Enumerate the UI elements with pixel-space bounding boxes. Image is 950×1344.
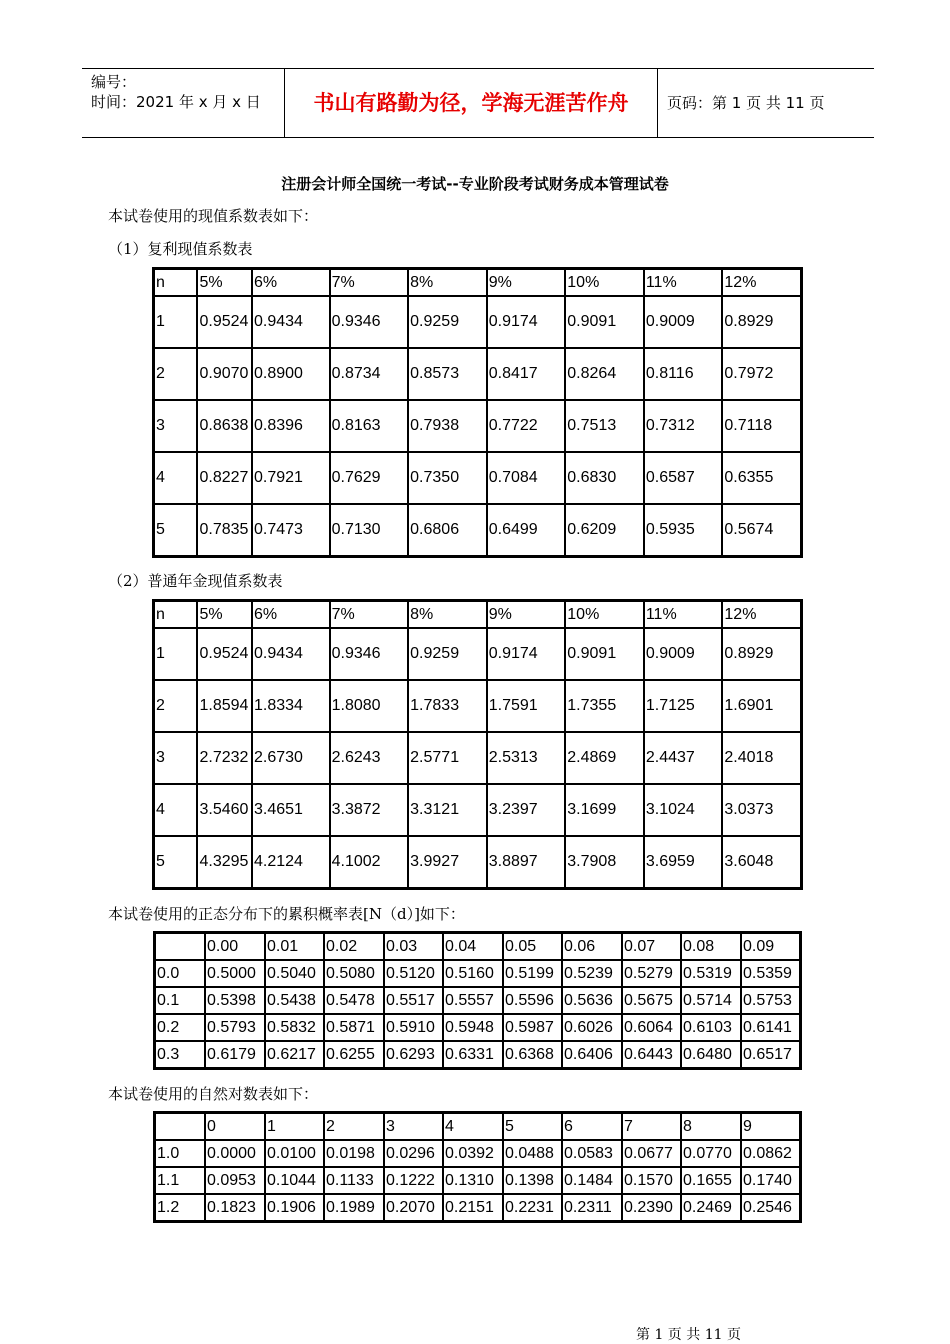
table-header-cell: 0.08 [681,933,741,960]
table-cell: 0.1044 [265,1167,324,1194]
table-cell: 0.0000 [205,1140,265,1167]
table-cell: 0.5910 [384,1014,443,1041]
table-cell: 0.2151 [443,1194,503,1221]
table-cell: 0.5948 [443,1014,503,1041]
table-header-cell: 0.09 [741,933,800,960]
table-header-cell: 5 [503,1113,562,1140]
table-header-cell: 8 [681,1113,741,1140]
table-cell: 0.6443 [622,1041,681,1068]
table-cell: 0.7084 [487,452,566,504]
table-cell: 1.0 [155,1140,205,1167]
table-cell: 0.7835 [197,504,252,556]
table-cell: 0.7921 [252,452,330,504]
table-cell: 0.6141 [741,1014,800,1041]
table-cell: 0.6406 [562,1041,622,1068]
table-header-cell: 7 [622,1113,681,1140]
table-row [154,628,801,680]
table-cell: 1.7591 [487,680,566,732]
table-cell: 0.3 [155,1041,205,1068]
table-row [155,1014,800,1041]
table-header-cell: 0.03 [384,933,443,960]
table-row [154,680,801,732]
table-cell: 2.5313 [487,732,566,784]
table-cell: 0.1 [155,987,205,1014]
table-cell: 0.0583 [562,1140,622,1167]
table-cell: 0.0953 [205,1167,265,1194]
table-header-cell: 0.07 [622,933,681,960]
table-cell: 0.8929 [722,628,801,680]
table-cell: 0.8227 [197,452,252,504]
table-cell: 3.0373 [722,784,801,836]
header-serial: 编号： [91,73,137,91]
table-header-cell: 3 [384,1113,443,1140]
table-cell: 0.2469 [681,1194,741,1221]
table-cell: 0.6517 [741,1041,800,1068]
table-cell: 0.5596 [503,987,562,1014]
table-cell: 0.9091 [565,628,644,680]
table-cell: 3.4651 [252,784,330,836]
table-cell: 0.7118 [722,400,801,452]
table-cell: 0.5793 [205,1014,265,1041]
page-footer: 第 1 页 共 11 页 [636,1327,741,1343]
table-row [155,1140,800,1167]
table-header-row [155,1113,800,1140]
table-cell: 0.6293 [384,1041,443,1068]
table-cell: 0.0 [155,960,205,987]
table-cell: 3.8897 [487,836,566,888]
table-cell: 0.9009 [644,296,723,348]
annuity-table-caption: （2）普通年金现值系数表 [108,572,283,590]
table-header-cell: 7% [330,601,409,628]
table-cell: 3.2397 [487,784,566,836]
table-cell: 0.7629 [330,452,409,504]
table-cell: 1.1 [155,1167,205,1194]
table-cell: 0.6255 [324,1041,384,1068]
natural-log-table [153,1111,802,1223]
table-cell: 0.5000 [205,960,265,987]
table-cell: 3.6048 [722,836,801,888]
table-cell: 2 [154,680,197,732]
table-cell: 0.8573 [408,348,487,400]
table-cell: 0.2390 [622,1194,681,1221]
table-cell: 3 [154,400,197,452]
table-header-cell: 9% [487,269,566,296]
table-header-cell: 8% [408,601,487,628]
table-header-cell: 10% [565,601,644,628]
table-cell: 0.0862 [741,1140,800,1167]
table-cell: 0.1222 [384,1167,443,1194]
table-cell: 0.9259 [408,628,487,680]
table-cell: 0.7722 [487,400,566,452]
table-cell: 3.3872 [330,784,409,836]
table-cell: 1.8594 [197,680,252,732]
table-cell: 0.5359 [741,960,800,987]
table-row [155,1041,800,1068]
table-header-row [155,933,800,960]
table-cell: 0.1989 [324,1194,384,1221]
table-row [154,348,801,400]
table-cell: 0.9524 [197,296,252,348]
table-cell: 0.0677 [622,1140,681,1167]
table-cell: 3 [154,732,197,784]
header-meta [82,69,284,137]
table-cell: 0.6064 [622,1014,681,1041]
table-cell: 0.9174 [487,296,566,348]
table-cell: 0.6499 [487,504,566,556]
table-cell: 3.3121 [408,784,487,836]
table-cell: 0.6103 [681,1014,741,1041]
table-cell: 0.8396 [252,400,330,452]
table-cell: 3.1699 [565,784,644,836]
table-cell: 0.2546 [741,1194,800,1221]
table-cell: 0.7972 [722,348,801,400]
table-cell: 2.6730 [252,732,330,784]
table-cell: 0.5080 [324,960,384,987]
normal-distribution-table [153,931,802,1070]
table-header-cell: 10% [565,269,644,296]
table-row [154,504,801,556]
table-cell: 0.8417 [487,348,566,400]
table-cell: 0.6026 [562,1014,622,1041]
table-cell: 1.8334 [252,680,330,732]
table-cell: 3.7908 [565,836,644,888]
table-cell: 1.7833 [408,680,487,732]
table-row [155,1167,800,1194]
table-header-cell: 11% [644,601,723,628]
table-cell: 4 [154,784,197,836]
table-cell: 0.6368 [503,1041,562,1068]
table-row [154,784,801,836]
table-cell: 0.9009 [644,628,723,680]
table-cell: 1.8080 [330,680,409,732]
pv-table-caption: （1）复利现值系数表 [108,240,253,258]
table-cell: 0.1740 [741,1167,800,1194]
table-cell: 0.7938 [408,400,487,452]
table-cell: 1.2 [155,1194,205,1221]
table-cell: 0.5557 [443,987,503,1014]
table-header-cell: 5% [197,601,252,628]
table-cell: 0.5319 [681,960,741,987]
table-cell: 0.2070 [384,1194,443,1221]
table-cell: 0.9070 [197,348,252,400]
table-cell: 0.8734 [330,348,409,400]
table-cell: 0.5239 [562,960,622,987]
table-header-cell: 4 [443,1113,503,1140]
table-header-cell: 0.02 [324,933,384,960]
table-cell: 1.6901 [722,680,801,732]
table-header-cell: 0.00 [205,933,265,960]
table-header-cell: 6% [252,269,330,296]
table-cell: 0.5675 [622,987,681,1014]
table-cell: 0.7350 [408,452,487,504]
document-title: 注册会计师全国统一考试--专业阶段考试财务成本管理试卷 [281,175,669,193]
table-cell: 0.2231 [503,1194,562,1221]
table-row [155,987,800,1014]
table-row [154,296,801,348]
table-cell: 3.5460 [197,784,252,836]
table-cell: 0.5935 [644,504,723,556]
table-cell: 0.5714 [681,987,741,1014]
table-cell: 0.7312 [644,400,723,452]
table-cell: 0.9346 [330,628,409,680]
table-cell: 0.6830 [565,452,644,504]
table-header-cell: 11% [644,269,723,296]
table-row [155,960,800,987]
table-cell: 0.6806 [408,504,487,556]
table-header-cell: 0 [205,1113,265,1140]
table-cell: 0.5832 [265,1014,324,1041]
table-cell: 4.2124 [252,836,330,888]
table-header-cell: 9 [741,1113,800,1140]
table-cell: 0.0296 [384,1140,443,1167]
table-cell: 0.5199 [503,960,562,987]
intro-text: 本试卷使用的现值系数表如下： [108,207,319,225]
table-cell: 2.4437 [644,732,723,784]
table-header-cell: 8% [408,269,487,296]
table-cell: 0.9091 [565,296,644,348]
table-cell: 0.8929 [722,296,801,348]
table-cell: 0.9346 [330,296,409,348]
table-cell: 0.6355 [722,452,801,504]
table-header-row [154,601,801,628]
table-cell: 0.0488 [503,1140,562,1167]
table-row [155,1194,800,1221]
table-header-row [154,269,801,296]
table-header-cell: 1 [265,1113,324,1140]
table-cell: 2.4869 [565,732,644,784]
table-cell: 1.7125 [644,680,723,732]
table-header-cell: 7% [330,269,409,296]
table-cell: 0.0392 [443,1140,503,1167]
table-header-cell: 6% [252,601,330,628]
table-cell: 1 [154,296,197,348]
table-cell: 0.1655 [681,1167,741,1194]
table-cell: 0.8116 [644,348,723,400]
table-cell: 0.2 [155,1014,205,1041]
table-cell: 0.5517 [384,987,443,1014]
table-cell: 0.5040 [265,960,324,987]
table-header-cell: 0.01 [265,933,324,960]
table-cell: 5 [154,504,197,556]
page-header [82,68,874,138]
table-cell: 0.1310 [443,1167,503,1194]
table-cell: 0.8638 [197,400,252,452]
table-header-cell: 9% [487,601,566,628]
table-cell: 0.6331 [443,1041,503,1068]
table-cell: 0.7473 [252,504,330,556]
table-cell: 0.9259 [408,296,487,348]
table-cell: 0.6179 [205,1041,265,1068]
table-cell: 0.9434 [252,296,330,348]
table-cell: 0.8264 [565,348,644,400]
table-cell: 4 [154,452,197,504]
table-cell: 0.7130 [330,504,409,556]
table-row [154,452,801,504]
table-cell: 0.5871 [324,1014,384,1041]
table-header-cell: 12% [722,601,801,628]
table-cell: 2 [154,348,197,400]
table-cell: 0.6480 [681,1041,741,1068]
table-cell: 0.5987 [503,1014,562,1041]
table-cell: 0.0770 [681,1140,741,1167]
table-cell: 2.5771 [408,732,487,784]
table-cell: 3.6959 [644,836,723,888]
table-cell: 0.1398 [503,1167,562,1194]
header-time: 时间：2021 年 x 月 x 日 [91,93,261,111]
table-cell: 0.5753 [741,987,800,1014]
table-cell: 4.3295 [197,836,252,888]
table-header-cell: n [154,269,197,296]
table-row [154,400,801,452]
table-cell: 0.5398 [205,987,265,1014]
table-cell: 0.2311 [562,1194,622,1221]
table-header-cell [155,933,205,960]
ln-table-caption: 本试卷使用的自然对数表如下： [108,1085,319,1103]
table-cell: 3.9927 [408,836,487,888]
table-cell: 0.0198 [324,1140,384,1167]
table-cell: 0.1823 [205,1194,265,1221]
table-cell: 0.1570 [622,1167,681,1194]
table-cell: 0.8163 [330,400,409,452]
table-cell: 0.1133 [324,1167,384,1194]
table-cell: 2.7232 [197,732,252,784]
table-cell: 0.5674 [722,504,801,556]
table-row [154,836,801,888]
table-header-cell: 2 [324,1113,384,1140]
table-cell: 3.1024 [644,784,723,836]
table-cell: 0.1906 [265,1194,324,1221]
table-header-cell: 6 [562,1113,622,1140]
table-header-cell: 5% [197,269,252,296]
table-cell: 0.6209 [565,504,644,556]
table-header-cell: 0.04 [443,933,503,960]
table-cell: 0.5438 [265,987,324,1014]
table-cell: 0.9434 [252,628,330,680]
normal-table-caption: 本试卷使用的正态分布下的累积概率表[N（d）]如下： [108,905,465,923]
table-cell: 0.5160 [443,960,503,987]
pv-table [152,267,803,558]
table-header-cell: 0.06 [562,933,622,960]
table-cell: 0.9174 [487,628,566,680]
table-header-cell: 12% [722,269,801,296]
table-header-cell: 0.05 [503,933,562,960]
table-cell: 2.6243 [330,732,409,784]
header-page-number: 页码：第 1 页 共 11 页 [667,94,825,112]
table-cell: 0.6587 [644,452,723,504]
header-motto: 书山有路勤为径，学海无涯苦作舟 [284,69,658,137]
table-cell: 5 [154,836,197,888]
table-cell: 0.7513 [565,400,644,452]
table-cell: 2.4018 [722,732,801,784]
annuity-table [152,599,803,890]
table-cell: 1 [154,628,197,680]
table-cell: 0.5279 [622,960,681,987]
table-cell: 0.5636 [562,987,622,1014]
table-cell: 1.7355 [565,680,644,732]
table-cell: 0.1484 [562,1167,622,1194]
table-header-cell: n [154,601,197,628]
table-row [154,732,801,784]
table-cell: 0.0100 [265,1140,324,1167]
table-cell: 0.5478 [324,987,384,1014]
table-cell: 4.1002 [330,836,409,888]
table-cell: 0.8900 [252,348,330,400]
table-cell: 0.6217 [265,1041,324,1068]
table-cell: 0.5120 [384,960,443,987]
table-cell: 0.9524 [197,628,252,680]
table-header-cell [155,1113,205,1140]
